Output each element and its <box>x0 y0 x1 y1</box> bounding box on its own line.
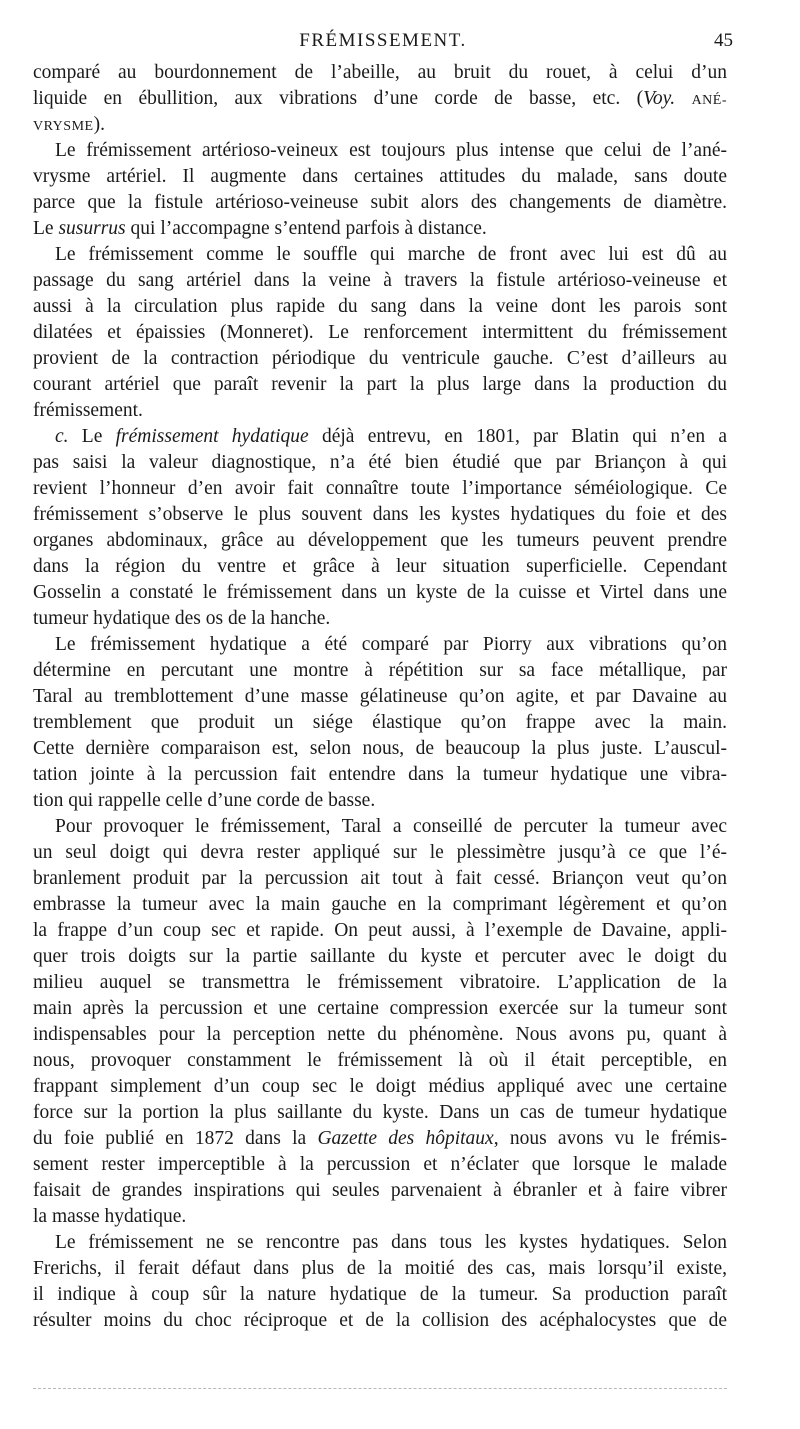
text-line <box>33 658 727 684</box>
text-line <box>33 840 727 866</box>
text-span: courant artériel que paraît revenir la part la plus large dans la production du <box>33 374 727 395</box>
text-line <box>33 1022 727 1048</box>
text-line <box>33 1178 727 1204</box>
body-text <box>33 60 727 1334</box>
text-line <box>33 918 727 944</box>
text-span: revient l’honneur d’en avoir fait connaître toute l’importance séméiologique. Ce <box>33 478 727 499</box>
text-line <box>33 580 727 606</box>
text-span: main après la percussion et une certaine compression exercée sur la tumeur sont <box>33 998 727 1019</box>
text-span: ANÉ- <box>691 93 727 108</box>
page-number: 45 <box>714 30 733 51</box>
text-line <box>33 1308 727 1334</box>
text-span: tremblement que produit un siége élastique qu’on frappe avec la main. <box>33 712 727 733</box>
page-header <box>33 30 733 54</box>
text-span: Le frémissement artérioso-veineux est toujours plus intense que celui de l’ané- <box>55 140 727 161</box>
text-span: quer trois doigts sur la partie saillante du kyste et percuter avec le doigt du <box>33 946 727 967</box>
text-span: liquide en ébullition, aux vibrations d’une corde de basse, etc. ( <box>33 88 644 109</box>
text-line <box>33 1230 727 1256</box>
text-line <box>33 164 727 190</box>
text-span: faisait de grandes inspirations qui seules parvenaient à ébranler et à faire vibrer <box>33 1180 727 1201</box>
text-span: Cette dernière comparaison est, selon nous, de beaucoup la plus juste. L’auscul- <box>33 738 727 759</box>
text-span: Gosselin a constaté le frémissement dans un kyste de la cuisse et Virtel dans une <box>33 582 727 603</box>
text-span: nous, provoquer constamment le frémissement là où il était perceptible, en <box>33 1050 727 1071</box>
text-line <box>33 866 727 892</box>
text-line <box>33 1126 727 1152</box>
text-line <box>33 788 727 814</box>
text-span: la masse hydatique. <box>33 1206 187 1227</box>
bottom-rule <box>33 1388 727 1389</box>
text-span: Voy. <box>643 88 676 109</box>
text-line <box>33 606 727 632</box>
running-title: FRÉMISSEMENT. <box>299 30 467 51</box>
text-span: indispensables pour la perception nette du phénomène. Nous avons pu, quant à <box>33 1024 727 1045</box>
text-span: détermine en percutant une montre à répétition sur sa face métallique, par <box>33 660 727 681</box>
text-line <box>33 424 727 450</box>
text-line <box>33 1048 727 1074</box>
text-line <box>33 320 727 346</box>
text-span: tumeur hydatique des os de la hanche. <box>33 608 331 629</box>
text-span: Le <box>68 426 116 447</box>
text-line <box>33 632 727 658</box>
text-line <box>33 86 727 112</box>
text-span: aussi à la circulation plus rapide du sang dans la veine dont les parois sont <box>33 296 727 317</box>
text-span: sement rester imperceptible à la percussion et n’éclater que lorsque le malade <box>33 1154 727 1175</box>
text-line <box>33 1282 727 1308</box>
text-line <box>33 1256 727 1282</box>
text-span: susurrus <box>58 218 126 239</box>
text-span: Le frémissement ne se rencontre pas dans tous les kystes hydatiques. Selon <box>55 1232 727 1253</box>
text-line <box>33 398 727 424</box>
text-line <box>33 1100 727 1126</box>
text-span: comparé au bourdonnement de l’abeille, au bruit du rouet, à celui d’un <box>33 62 727 83</box>
text-span: vrysme artériel. Il augmente dans certaines attitudes du malade, sans doute <box>33 166 727 187</box>
text-span: c. <box>55 426 69 447</box>
text-span: frémissement s’observe le plus souvent dans les kystes hydatiques du foie et des <box>33 504 727 525</box>
text-line <box>33 736 727 762</box>
text-span: Gazette des hôpitaux <box>317 1128 494 1149</box>
text-span: embrasse la tumeur avec la main gauche en la comprimant légèrement et qu’on <box>33 894 727 915</box>
text-span: résulter moins du choc réciproque et de la collision des acéphalocystes que de <box>33 1310 727 1331</box>
text-span: tion qui rappelle celle d’une corde de basse. <box>33 790 376 811</box>
text-line <box>33 944 727 970</box>
text-span: ). <box>93 114 105 135</box>
text-line <box>33 502 727 528</box>
text-line <box>33 970 727 996</box>
text-span: branlement produit par la percussion ait tout à fait cessé. Briançon veut qu’on <box>33 868 727 889</box>
text-line <box>33 762 727 788</box>
text-span: tation jointe à la percussion fait entendre dans la tumeur hydatique une vibra- <box>33 764 727 785</box>
text-line <box>33 268 727 294</box>
text-span: force sur la portion la plus saillante du kyste. Dans un cas de tumeur hydatique <box>33 1102 727 1123</box>
text-line <box>33 60 727 86</box>
text-line <box>33 112 727 138</box>
text-line <box>33 294 727 320</box>
text-span: provient de la contraction périodique du ventricule gauche. C’est d’ailleurs au <box>33 348 727 369</box>
text-span: dans la région du ventre et grâce à leur situation superficielle. Cependant <box>33 556 727 577</box>
text-span: milieu auquel se transmettra le frémissement vibratoire. L’application de la <box>33 972 727 993</box>
text-span: pas saisi la valeur diagnostique, n’a été bien étudié que par Briançon à qui <box>33 452 727 473</box>
text-line <box>33 216 727 242</box>
text-line <box>33 372 727 398</box>
text-span: qui l’accompagne s’entend parfois à distance. <box>125 218 487 239</box>
text-line <box>33 528 727 554</box>
text-line <box>33 996 727 1022</box>
text-span: Le <box>33 218 59 239</box>
text-span: frémissement hydatique <box>115 426 309 447</box>
text-line <box>33 892 727 918</box>
text-span: il indique à coup sûr la nature hydatique de la tumeur. Sa production paraît <box>33 1284 727 1305</box>
text-span: Le frémissement hydatique a été comparé par Piorry aux vibrations qu’on <box>55 634 727 655</box>
text-span: parce que la fistule artérioso-veineuse subit alors des changements de diamètre. <box>33 192 727 213</box>
text-line <box>33 138 727 164</box>
text-span: Frerichs, il ferait défaut dans plus de la moitié des cas, mais lorsqu’il existe, <box>33 1258 727 1279</box>
text-line <box>33 814 727 840</box>
text-line <box>33 1152 727 1178</box>
text-span: Le frémissement comme le souffle qui marche de front avec lui est dû au <box>55 244 727 265</box>
text-line <box>33 684 727 710</box>
text-line <box>33 476 727 502</box>
text-line <box>33 1204 727 1230</box>
text-span: organes abdominaux, grâce au développement que les tumeurs peuvent prendre <box>33 530 727 551</box>
text-span: VRYSME <box>33 119 94 134</box>
text-line <box>33 346 727 372</box>
text-span: dilatées et épaissies (Monneret). Le renforcement intermittent du frémissement <box>33 322 727 343</box>
text-line <box>33 1074 727 1100</box>
text-span: Pour provoquer le frémissement, Taral a conseillé de percuter la tumeur avec <box>55 816 727 837</box>
text-line <box>33 242 727 268</box>
text-span: du foie publié en 1872 dans la <box>33 1128 318 1149</box>
text-span: la frappe d’un coup sec et rapide. On peut aussi, à l’exemple de Davaine, appli- <box>33 920 727 941</box>
text-span: frémissement. <box>33 400 143 421</box>
text-line <box>33 554 727 580</box>
text-span: un seul doigt qui devra rester appliqué sur le plessimètre jusqu’à ce que l’é- <box>33 842 727 863</box>
text-span: frappant simplement d’un coup sec le doigt médius appliqué avec une certaine <box>33 1076 727 1097</box>
text-line <box>33 710 727 736</box>
text-span <box>675 88 691 109</box>
text-line <box>33 190 727 216</box>
text-span: Taral au tremblottement d’une masse gélatineuse qu’on agite, et par Davaine au <box>33 686 727 707</box>
text-span: passage du sang artériel dans la veine à travers la fistule artérioso-veineuse et <box>33 270 727 291</box>
text-line <box>33 450 727 476</box>
text-span: déjà entrevu, en 1801, par Blatin qui n’en a <box>308 426 727 447</box>
text-span: , nous avons vu le frémis- <box>493 1128 727 1149</box>
